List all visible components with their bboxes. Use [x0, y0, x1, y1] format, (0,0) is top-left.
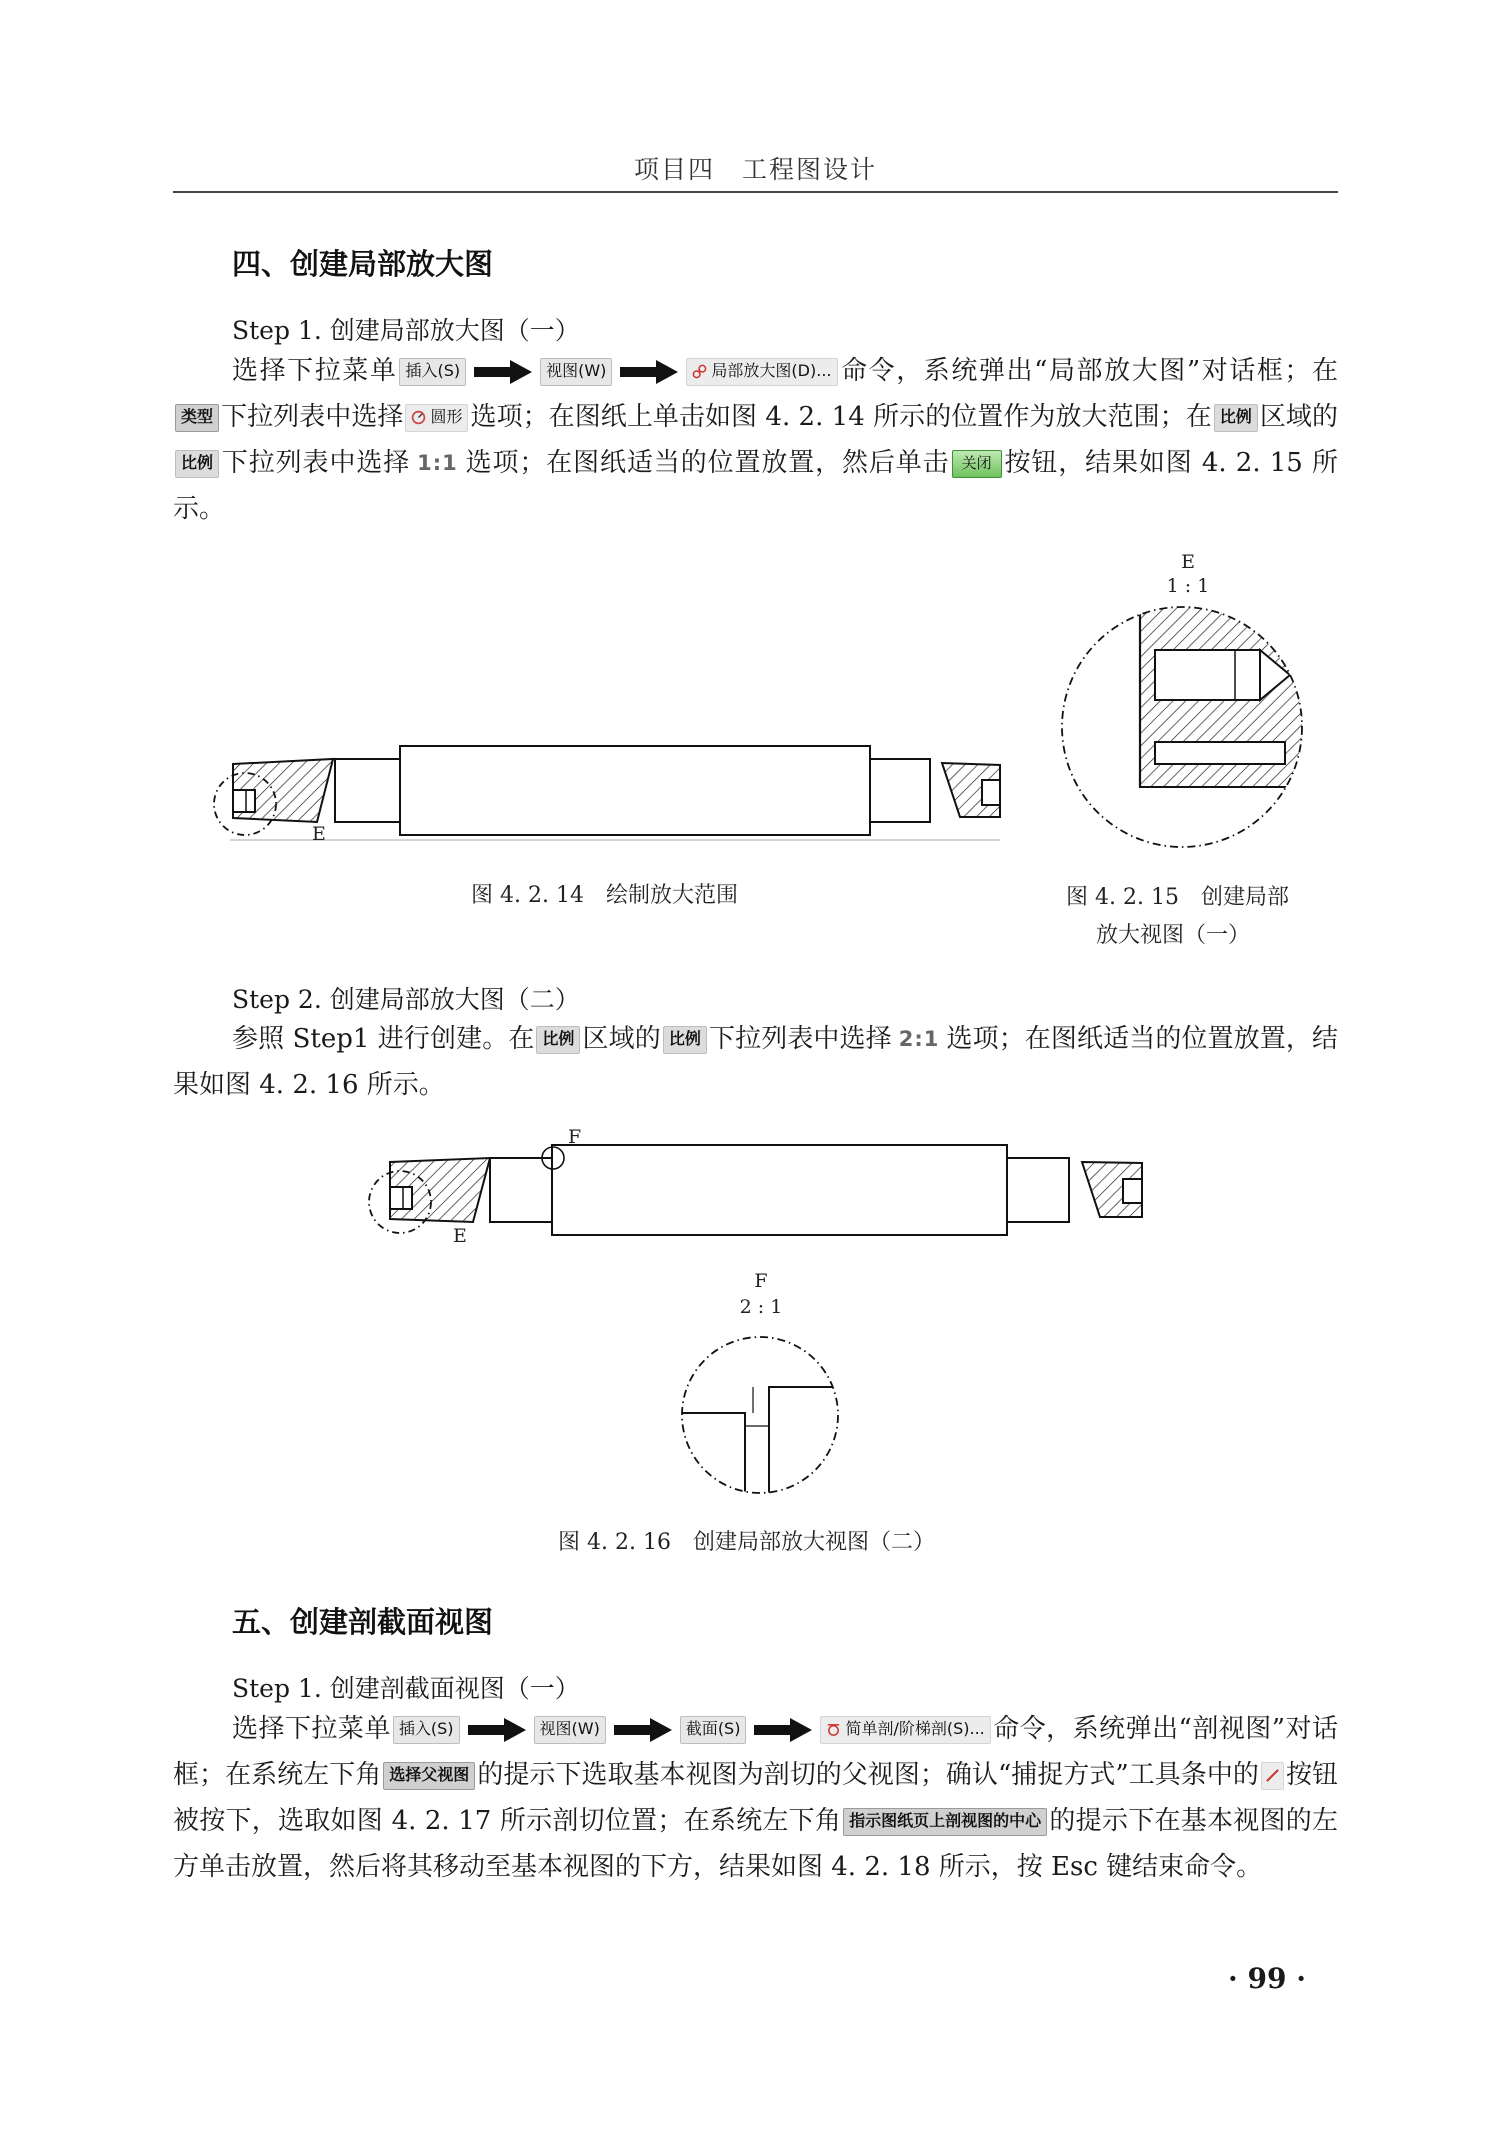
prompt-select-parent-view: 选择父视图	[383, 1762, 475, 1790]
text: 的提示下选取基本视图为剖切的父视图；确认“捕捉方式”工具条中的	[477, 1760, 1259, 1790]
snap-line-button[interactable]	[1261, 1762, 1284, 1790]
text: 区域的	[1259, 402, 1338, 432]
text: 选择下拉菜单	[232, 1714, 391, 1744]
arrow-right-icon	[620, 360, 678, 384]
text: 选项；在图纸上单击如图 4. 2. 14 所示的位置作为放大范围；在	[470, 402, 1212, 432]
figure-4-2-15-caption-line-1: 图 4. 2. 15 创建局部	[1066, 885, 1289, 910]
figure-4-2-15-caption-line-2: 放大视图（一）	[1096, 923, 1251, 948]
menu-simple-label: 简单剖/阶梯剖(S)...	[845, 1719, 985, 1738]
section-5-step-1-paragraph	[173, 1706, 1338, 1890]
detail-view-icon	[692, 364, 707, 379]
ratio-option[interactable]: 1:1	[417, 451, 458, 475]
type-label: 类型	[175, 404, 219, 432]
page-number: · 99 ·	[1228, 1962, 1306, 1995]
step-2-paragraph	[173, 1016, 1338, 1108]
text: 下拉列表中选择	[221, 448, 411, 478]
text: 的提示下在基本视图的左方单击放置，然后将其移动至基本视图的下方，结果如图 4. 2. 18 所示，按 Esc 键结束命令。	[173, 1806, 1338, 1882]
text: 选择下拉菜单	[232, 356, 398, 386]
step-2-title: Step 2. 创建局部放大图（二）	[232, 985, 580, 1014]
header-rule	[173, 191, 1338, 193]
label-e: E	[312, 823, 326, 845]
scale-region: 比例	[1214, 404, 1258, 432]
line-snap-icon	[1265, 1768, 1280, 1783]
detail-f-scale: 2 : 1	[739, 1296, 783, 1318]
scale-label: 比例	[175, 450, 219, 478]
menu-simple-step-section[interactable]	[820, 1716, 990, 1744]
running-header: 项目四 工程图设计	[633, 155, 877, 184]
prompt-section-center: 指示图纸页上剖视图的中心	[843, 1808, 1047, 1836]
menu-view[interactable]: 视图(W)	[540, 358, 612, 386]
section-5-heading: 五、创建剖截面视图	[232, 1605, 494, 1639]
text: 参照 Step1 进行创建。在	[232, 1024, 535, 1054]
figure-4-2-16-detail	[675, 1330, 845, 1500]
label-e: E	[453, 1225, 467, 1247]
step-1-title: Step 1. 创建局部放大图（一）	[232, 316, 580, 345]
text: 命令，系统弹出“局部放大图”对话框；在	[839, 356, 1338, 386]
circle-option[interactable]	[405, 404, 468, 432]
text: 选项；在图纸适当的位置放置，结果如图 4. 2. 16 所示。	[173, 1024, 1338, 1100]
circle-icon	[411, 410, 426, 425]
menu-view[interactable]: 视图(W)	[534, 1716, 606, 1744]
scale-region: 比例	[536, 1026, 580, 1054]
close-button[interactable]: 关闭	[952, 450, 1002, 478]
ratio-option[interactable]: 2:1	[898, 1027, 940, 1051]
figure-4-2-14-caption: 图 4. 2. 14 绘制放大范围	[471, 883, 738, 908]
text: 下拉列表中选择	[221, 402, 404, 432]
section-view-icon	[826, 1722, 841, 1737]
menu-detail-label: 局部放大图(D)...	[711, 361, 832, 380]
text: 命令，系统弹出“剖视图”对话框；在系统左下角	[173, 1714, 1338, 1790]
menu-section[interactable]: 截面(S)	[680, 1716, 747, 1744]
label-f: F	[568, 1126, 582, 1148]
detail-f-label: F	[754, 1270, 768, 1292]
menu-insert[interactable]: 插入(S)	[393, 1716, 460, 1744]
figure-4-2-16-caption: 图 4. 2. 16 创建局部放大视图（二）	[558, 1530, 935, 1555]
section-4-heading: 四、创建局部放大图	[232, 247, 494, 281]
arrow-right-icon	[614, 1718, 672, 1742]
arrow-right-icon	[468, 1718, 526, 1742]
section-5-step-1-title: Step 1. 创建剖截面视图（一）	[232, 1674, 580, 1703]
detail-e-scale: 1 : 1	[1166, 575, 1210, 597]
figure-4-2-14-shaft	[200, 740, 1015, 850]
step-1-paragraph	[173, 348, 1338, 532]
text: 选项；在图纸适当的位置放置，然后单击	[464, 448, 950, 478]
arrow-right-icon	[754, 1718, 812, 1742]
menu-insert[interactable]: 插入(S)	[399, 358, 466, 386]
detail-e-label: E	[1181, 551, 1195, 573]
circle-option-label: 圆形	[430, 407, 463, 426]
text: 按钮，结果如图 4. 2. 15 所示。	[173, 448, 1338, 524]
scale-label: 比例	[663, 1026, 707, 1054]
figure-4-2-15-detail	[1055, 602, 1310, 852]
text: 下拉列表中选择	[708, 1024, 892, 1054]
arrow-right-icon	[474, 360, 532, 384]
text: 区域的	[582, 1024, 661, 1054]
menu-detail-view[interactable]	[686, 358, 837, 386]
text: 按钮被按下，选取如图 4. 2. 17 所示剖切位置；在系统左下角	[173, 1760, 1338, 1836]
figure-4-2-16-shaft	[355, 1125, 1155, 1255]
